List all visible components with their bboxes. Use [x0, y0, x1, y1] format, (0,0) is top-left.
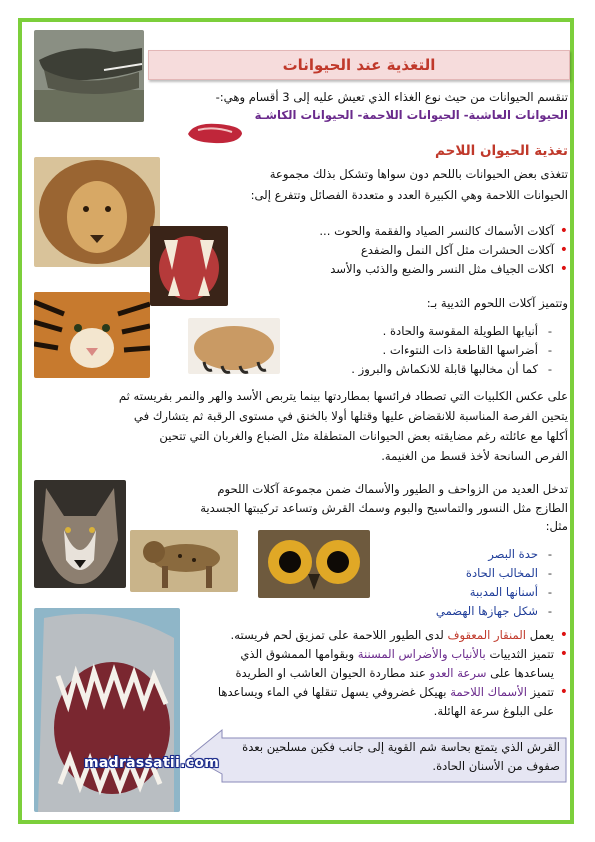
site-watermark: madrassatii.com [84, 755, 220, 771]
intro-line-1: تنقسم الحيوانات من حيث نوع الغذاء الذي تعيش عليه إلى 3 أقسام وهي:- [215, 90, 568, 104]
page-title-box [148, 50, 570, 80]
list-item: - أسنانها المدببة [380, 583, 554, 602]
page-title: التغذية عند الحيوانات [282, 56, 436, 74]
shark-photo [34, 608, 180, 812]
fact-fish [176, 683, 570, 721]
mammal-intro: وتتميز آكلات اللحوم الثديية بـ: [426, 296, 568, 310]
highlight-term: بالأنياب والأضراس المسننة [357, 647, 486, 661]
para1-line-2: الحيوانات اللاحمة وهي الكبيرة العدد و متعددة الفصائل وتتفرع إلى: [250, 188, 568, 202]
list-item: - شكل جهازها الهضمي [380, 602, 554, 621]
highlight-term: الأسماك اللاحمة [450, 685, 527, 699]
highlight-term: المنقار المعقوف [447, 628, 526, 642]
list-item: - المخالب الحادة [380, 564, 554, 583]
lion-photo [34, 157, 160, 267]
body-features-list [380, 545, 554, 621]
para3-line-2: الطازج مثل النسور والتماسيح والبوم وسمك القرش وتساعد تركيبتها الجسدية [200, 501, 568, 515]
callout-line-1: القرش الذي يتمتع بحاسة شم القوية إلى جانب فكين مسلحين بعدة [242, 740, 560, 754]
highlight-term: سرعة العدو [429, 666, 487, 680]
list-item: • آكلات الأسماك كالنسر الصياد والفقمة والحوت ... [230, 222, 570, 241]
fact-beak [176, 626, 570, 645]
meat-photo [184, 120, 246, 146]
para2-line-2: يتحين الفرصة المناسبة للانقضاض عليها وقتلها أولا بالخنق في مستوى الرقبة ثم يتشارك في [133, 409, 568, 423]
fact-text: يعمل [529, 628, 554, 642]
list-item: - كما أن مخالبها قابلة للانكماش والبروز . [300, 360, 554, 379]
fact-text: يساعدها على [490, 666, 554, 680]
owl-eyes-photo [258, 530, 370, 598]
list-item: • اكلات الجياف مثل النسر والضبع والذئب والأسد [230, 260, 570, 279]
para3-line-1: تدخل العديد من الزواحف و الطيور والأسماك ضمن مجموعة آكلات اللحوم [217, 482, 568, 496]
list-item: • آكلات الحشرات مثل آكل النمل والضفدع [230, 241, 570, 260]
intro-line-2: الحيوانات العاشبة- الحيوانات اللاحمة- الحيوانات الكاشـة [254, 108, 568, 122]
fact-mammals [176, 645, 570, 683]
tiger-photo [34, 292, 150, 378]
crocodile-photo [34, 30, 144, 122]
hyena-photo [130, 530, 238, 592]
fact-text: بهيكل غضروفي يسهل تنقلها في الماء ويساعدها [217, 685, 447, 699]
para1-line-1: تتغذى بعض الحيوانات باللحم دون سواها وتشكل بذلك مجموعة [269, 167, 568, 181]
shark-callout [188, 728, 568, 784]
fact-text: تتميز [530, 685, 554, 699]
callout-line-2: صفوف من الأسنان الحادة. [432, 759, 560, 773]
fanged-mouth-photo [150, 226, 228, 306]
fact-text: لدى الطيور اللاحمة على تمزيق لحم فريسته. [230, 628, 444, 642]
list-item: - أنيابها الطويلة المقوسة والحادة . [300, 322, 554, 341]
list-item: - حدة البصر [380, 545, 554, 564]
mammal-features-list [300, 322, 554, 379]
fact-text: على البلوغ سرعة الهائلة. [433, 704, 554, 718]
fact-text: تتميز الثدييات [489, 647, 554, 661]
section-heading: تغذية الحيوان اللاحم [435, 143, 568, 159]
para2-line-3: أكلها مع عائلته رغم مضايقته بعض الحيوانات المتطفلة مثل الضباع والغربان التي تتحين [159, 429, 568, 443]
fact-text: وبقوامها الممشوق الذي [240, 647, 355, 661]
facts-list [176, 626, 570, 721]
list-item: - أضراسها القاطعة ذات النتوءات . [300, 341, 554, 360]
para2-line-4: الفرص السانحة لأخذ قسط من الغنيمة. [381, 449, 568, 463]
fact-text: عند مطاردة الحيوان العاشب او الطريدة [235, 666, 426, 680]
carnivore-types-list [230, 222, 570, 279]
para3-line-3: مثل: [545, 519, 568, 533]
wolf-photo [34, 480, 126, 588]
claw-paw-photo [188, 318, 280, 374]
para2-line-1: على عكس الكلبيات التي تصطاد فرائسها بمطاردتها بينما يتربص الأسد والهر والنمر بفريسته ثم [118, 389, 568, 403]
